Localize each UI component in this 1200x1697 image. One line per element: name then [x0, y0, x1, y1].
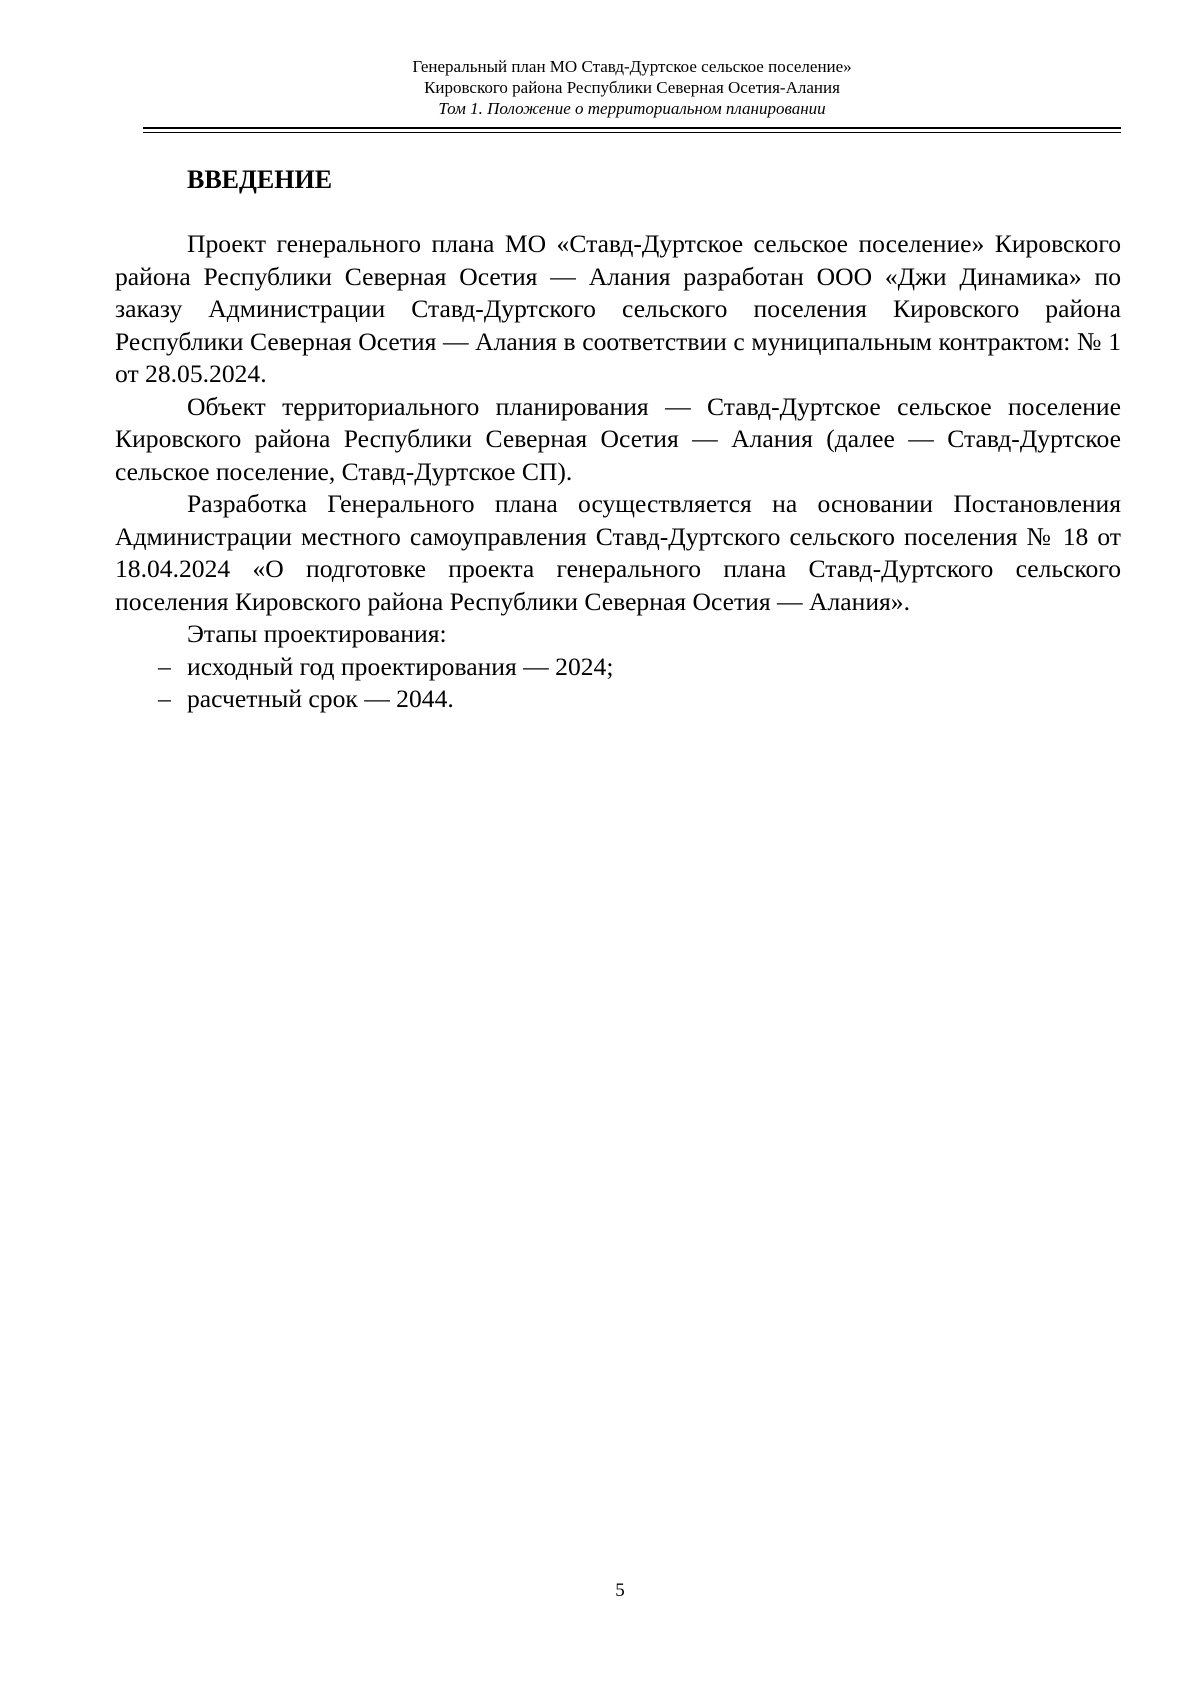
- header-region-line: Кировского района Республики Северная Осетия-Алания: [424, 78, 840, 97]
- list-item: [115, 683, 1121, 716]
- stage-initial-year: исходный год проектирования — 2024;: [187, 651, 614, 681]
- stages-list: [115, 651, 1121, 716]
- section-title: ВВЕДЕНИЕ: [187, 165, 333, 194]
- header-volume-line: Том 1. Положение о территориальном планировании: [438, 99, 826, 118]
- stage-target-year: расчетный срок — 2044.: [187, 684, 454, 713]
- running-header: [143, 56, 1121, 119]
- list-item: [115, 651, 1121, 684]
- header-double-rule: [143, 127, 1121, 133]
- dash-bullet: –: [158, 651, 171, 681]
- dash-bullet: –: [158, 684, 171, 713]
- stages-intro: Этапы проектирования:: [187, 619, 447, 648]
- page-number: 5: [615, 1580, 625, 1601]
- paragraph-planning-object: Объект территориального планирования — Ставд-Дуртское сельское поселение Кировского района Республики Северная Осетия — Алания (далее — Ставд-Дуртское сельское поселение, Ставд-Дуртское СП).: [115, 391, 1121, 486]
- header-title-line: Генеральный план МО Ставд-Дуртское сельское поселение»: [412, 57, 852, 76]
- document-body: [115, 228, 1121, 716]
- paragraph-legal-basis: Разработка Генерального плана осуществляется на основании Постановления Администрации местного самоуправления Ставд-Дуртского сельского поселения № 18 от 18.04.2024 «О подготовке проекта генерального плана Ставд-Дуртского сельского поселения Кировского района Республики Северная Осетия — Алания».: [115, 489, 1121, 616]
- paragraph-project-developer: Проект генерального плана МО «Ставд-Дуртское сельское поселение» Кировского района Республики Северная Осетия — Алания разработан ООО «Джи Динамика» по заказу Администрации Ставд-Дуртского сельского поселения Кировского района Республики Северная Осетия — Алания в соответствии с муниципальным контрактом: № 1 от 28.05.2024.: [115, 229, 1121, 388]
